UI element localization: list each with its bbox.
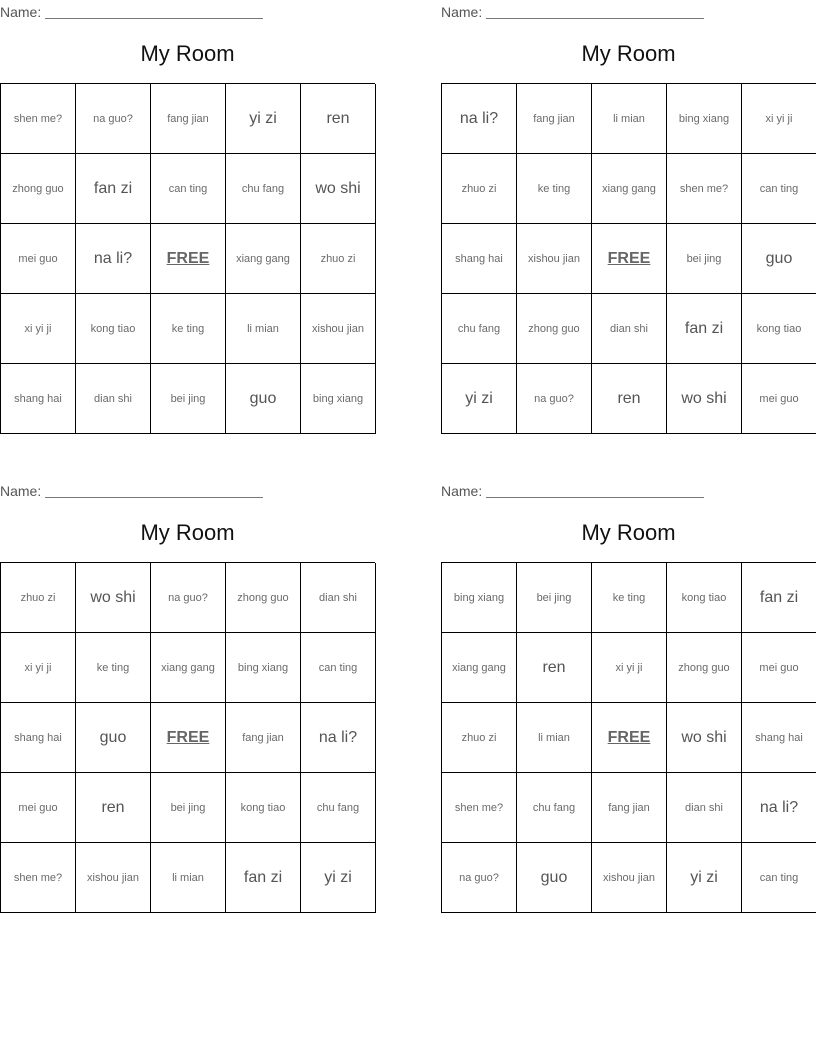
bingo-cell: fan zi: [742, 563, 816, 633]
name-label: Name:: [441, 4, 483, 20]
bingo-cell: mei guo: [742, 364, 816, 434]
bingo-cell: can ting: [742, 843, 816, 913]
bingo-cell: shang hai: [1, 364, 76, 434]
bingo-cell: ren: [76, 773, 151, 843]
bingo-cell: ke ting: [76, 633, 151, 703]
bingo-grid: [0, 83, 375, 434]
bingo-cell: dian shi: [592, 294, 667, 364]
bingo-cell: kong tiao: [226, 773, 301, 843]
bingo-cell: zhuo zi: [442, 703, 517, 773]
name-row: [0, 2, 263, 20]
bingo-cell: kong tiao: [667, 563, 742, 633]
bingo-cell: shang hai: [442, 224, 517, 294]
name-blank-line[interactable]: [486, 483, 704, 498]
bingo-cell: bei jing: [667, 224, 742, 294]
bingo-cell: dian shi: [301, 563, 376, 633]
free-space-cell: FREE: [151, 224, 226, 294]
bingo-cell: xiang gang: [592, 154, 667, 224]
bingo-cell: zhuo zi: [442, 154, 517, 224]
bingo-cell: fang jian: [151, 84, 226, 154]
bingo-cell: zhong guo: [1, 154, 76, 224]
bingo-cell: xi yi ji: [592, 633, 667, 703]
bingo-cell: chu fang: [301, 773, 376, 843]
bingo-card-1: [0, 0, 376, 440]
bingo-cell: bing xiang: [667, 84, 742, 154]
bingo-cell: na li?: [742, 773, 816, 843]
bingo-cell: guo: [76, 703, 151, 773]
bingo-cell: yi zi: [226, 84, 301, 154]
bingo-cell: na guo?: [442, 843, 517, 913]
bingo-cell: can ting: [151, 154, 226, 224]
bingo-cell: na guo?: [151, 563, 226, 633]
bingo-cell: xishou jian: [76, 843, 151, 913]
bingo-cell: xiang gang: [151, 633, 226, 703]
bingo-cell: chu fang: [442, 294, 517, 364]
bingo-cell: guo: [226, 364, 301, 434]
card-title: My Room: [140, 41, 235, 66]
bingo-cell: na li?: [301, 703, 376, 773]
bingo-grid: [441, 83, 816, 434]
free-space-cell: FREE: [592, 224, 667, 294]
bingo-cell: shen me?: [1, 84, 76, 154]
bingo-cell: na li?: [76, 224, 151, 294]
card-title: My Room: [581, 520, 676, 545]
bingo-cell: kong tiao: [76, 294, 151, 364]
bingo-card-2: [441, 0, 816, 440]
bingo-card-3: [0, 479, 376, 919]
bingo-cell: xishou jian: [592, 843, 667, 913]
bingo-cell: xi yi ji: [1, 294, 76, 364]
bingo-cell: fang jian: [226, 703, 301, 773]
bingo-cell: li mian: [151, 843, 226, 913]
name-label: Name:: [0, 4, 42, 20]
bingo-cell: dian shi: [76, 364, 151, 434]
bingo-cell: ren: [592, 364, 667, 434]
bingo-cell: wo shi: [76, 563, 151, 633]
bingo-cell: fang jian: [592, 773, 667, 843]
bingo-cell: yi zi: [667, 843, 742, 913]
bingo-cell: shang hai: [742, 703, 816, 773]
bingo-cell: na guo?: [76, 84, 151, 154]
bingo-cell: guo: [742, 224, 816, 294]
bingo-cell: shen me?: [1, 843, 76, 913]
bingo-cell: zhong guo: [517, 294, 592, 364]
bingo-cell: bei jing: [517, 563, 592, 633]
bingo-cell: shang hai: [1, 703, 76, 773]
name-label: Name:: [441, 483, 483, 499]
bingo-card-4: [441, 479, 816, 919]
card-title: My Room: [140, 520, 235, 545]
bingo-cell: li mian: [226, 294, 301, 364]
free-space-cell: FREE: [151, 703, 226, 773]
bingo-cell: mei guo: [1, 224, 76, 294]
bingo-cell: shen me?: [667, 154, 742, 224]
bingo-cell: xishou jian: [301, 294, 376, 364]
bingo-cell: ren: [301, 84, 376, 154]
bingo-cell: wo shi: [667, 703, 742, 773]
bingo-grid: [0, 562, 375, 913]
bingo-cell: kong tiao: [742, 294, 816, 364]
bingo-grid: [441, 562, 816, 913]
name-row: [441, 2, 704, 20]
bingo-cell: xi yi ji: [1, 633, 76, 703]
name-blank-line[interactable]: [45, 4, 263, 19]
name-row: [0, 481, 263, 499]
bingo-cell: zhuo zi: [301, 224, 376, 294]
bingo-cell: ren: [517, 633, 592, 703]
bingo-cell: bing xiang: [226, 633, 301, 703]
bingo-cell: zhong guo: [226, 563, 301, 633]
bingo-cell: can ting: [742, 154, 816, 224]
bingo-cell: can ting: [301, 633, 376, 703]
bingo-cell: yi zi: [442, 364, 517, 434]
free-space-cell: FREE: [592, 703, 667, 773]
bingo-cell: fan zi: [76, 154, 151, 224]
bingo-cell: zhong guo: [667, 633, 742, 703]
bingo-cell: dian shi: [667, 773, 742, 843]
bingo-cell: xiang gang: [226, 224, 301, 294]
bingo-cell: mei guo: [1, 773, 76, 843]
bingo-cell: yi zi: [301, 843, 376, 913]
name-row: [441, 481, 704, 499]
bingo-cell: bei jing: [151, 364, 226, 434]
bingo-cell: ke ting: [592, 563, 667, 633]
bingo-cell: fang jian: [517, 84, 592, 154]
bingo-cell: na guo?: [517, 364, 592, 434]
bingo-cell: guo: [517, 843, 592, 913]
card-title: My Room: [581, 41, 676, 66]
bingo-cell: ke ting: [517, 154, 592, 224]
bingo-cell: wo shi: [301, 154, 376, 224]
bingo-cell: xishou jian: [517, 224, 592, 294]
bingo-cell: fan zi: [226, 843, 301, 913]
bingo-cell: fan zi: [667, 294, 742, 364]
bingo-cell: shen me?: [442, 773, 517, 843]
bingo-cell: xi yi ji: [742, 84, 816, 154]
bingo-cell: zhuo zi: [1, 563, 76, 633]
bingo-cell: ke ting: [151, 294, 226, 364]
bingo-cell: wo shi: [667, 364, 742, 434]
bingo-cell: bing xiang: [442, 563, 517, 633]
name-label: Name:: [0, 483, 42, 499]
bingo-cell: li mian: [592, 84, 667, 154]
bingo-cell: chu fang: [226, 154, 301, 224]
bingo-cell: xiang gang: [442, 633, 517, 703]
bingo-cell: mei guo: [742, 633, 816, 703]
bingo-cell: chu fang: [517, 773, 592, 843]
bingo-cell: bing xiang: [301, 364, 376, 434]
bingo-cell: li mian: [517, 703, 592, 773]
name-blank-line[interactable]: [45, 483, 263, 498]
name-blank-line[interactable]: [486, 4, 704, 19]
bingo-cell: na li?: [442, 84, 517, 154]
bingo-cell: bei jing: [151, 773, 226, 843]
